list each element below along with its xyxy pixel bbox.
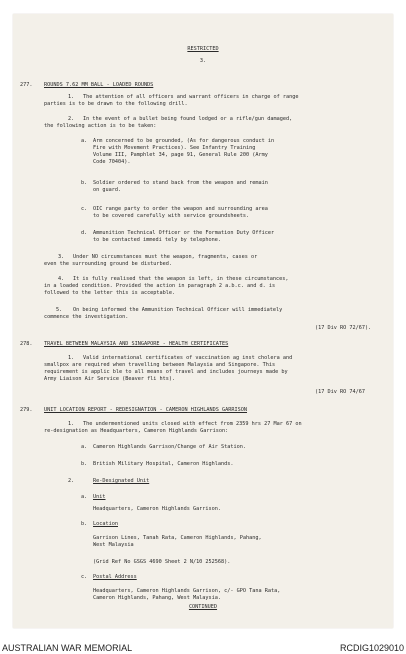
s277-d-letter: d. bbox=[81, 230, 88, 236]
s277-p3-line2: even the surrounding ground be disturbed. bbox=[44, 261, 173, 267]
s279-b-text: British Military Hospital, Cameron Highlands. bbox=[93, 461, 234, 467]
section-278-number: 278. bbox=[20, 341, 33, 347]
section-278-title: TRAVEL BETWEEN MALAYSIA AND SINGAPORE - HEALTH CERTIFICATES bbox=[44, 341, 229, 347]
s277-c-letter: c. bbox=[81, 206, 88, 212]
s279-postal-heading: Postal Address bbox=[93, 574, 137, 580]
s279-postal-letter: c. bbox=[81, 574, 88, 580]
s277-p4-num: 4. bbox=[58, 276, 65, 282]
s277-a-letter: a. bbox=[81, 138, 88, 144]
s279-location-letter: b. bbox=[81, 521, 88, 527]
s277-p3-line1: Under NO circumstances must the weapon, fragments, cases or bbox=[73, 254, 258, 260]
continued-marker: CONTINUED bbox=[188, 604, 218, 610]
s279-b-letter: b. bbox=[81, 461, 88, 467]
s277-p2-line1: In the event of a bullet being found lodged or a rifle/gun damaged, bbox=[83, 116, 293, 122]
section-279-number: 279. bbox=[20, 407, 33, 413]
s277-a-line3: Volume III, Pamphlet 34, page 91, General Rule 200 (Army bbox=[93, 152, 268, 158]
s279-postal-line2: Cameron Highlands, Pahang, West Malaysia. bbox=[93, 595, 222, 601]
s278-p1-line1: Valid international certificates of vaccination ag inst cholera and bbox=[83, 355, 293, 361]
s277-p4-line1: It is fully realised that the weapon is left, in these circumstances, bbox=[73, 276, 289, 282]
page-number: 3. bbox=[199, 58, 207, 64]
footer-institution: AUSTRALIAN WAR MEMORIAL bbox=[2, 643, 133, 653]
s277-a-line1: Arm concerned to be grounded, (As for dangerous conduct in bbox=[93, 138, 275, 144]
section-277-title: ROUNDS 7.62 MM BALL - LOADED ROUNDS bbox=[44, 82, 154, 88]
s279-location-heading: Location bbox=[93, 521, 118, 527]
s277-p2-line2: the following action is to be taken: bbox=[44, 123, 157, 129]
s277-p2-num: 2. bbox=[68, 116, 75, 122]
s277-p5-line2: commence the investigation. bbox=[44, 314, 129, 320]
s279-unit-heading: Unit bbox=[93, 494, 106, 500]
s279-postal-line1: Headquarters, Cameron Highlands Garrison, c/- GPO Tana Rata, bbox=[93, 588, 281, 594]
footer-record-id: RCDIG1029010 bbox=[339, 643, 404, 653]
s277-p5-num: 5. bbox=[56, 307, 63, 313]
s279-a-text: Cameron Highlands Garrison/Change of Air Station. bbox=[93, 444, 247, 450]
s277-p1-num: 1. bbox=[68, 94, 75, 100]
s278-p1-line2: smallpox are required when travelling between Malaysia and Singapore. This bbox=[44, 362, 276, 368]
s279-location-line1: Garrison Lines, Tanah Rata, Cameron Highlands, Pahang, bbox=[93, 535, 262, 541]
s277-b-line1: Soldier ordered to stand back from the weapon and remain bbox=[93, 180, 268, 186]
s277-p1-line2: parties is to be drawn to the following drill. bbox=[44, 101, 188, 107]
section-279-title: UNIT LOCATION REPORT - REDESIGNATION - CAMERON HIGHLANDS GARRISON bbox=[44, 407, 248, 413]
archive-footer bbox=[0, 632, 406, 654]
s279-a-letter: a. bbox=[81, 444, 88, 450]
s278-p1-num: 1. bbox=[68, 355, 75, 361]
s277-p4-line2: in a loaded condition. Provided the action in paragraph 2 a.b.c. and d. is bbox=[44, 283, 276, 289]
s277-c-line2: to be covered carefully with service groundsheets. bbox=[93, 213, 250, 219]
s279-grid-reference: (Grid Ref No GSGS 4690 Sheet 2 N/10 252568). bbox=[93, 559, 231, 565]
document-page bbox=[13, 14, 393, 628]
s279-p2-num: 2. bbox=[68, 478, 75, 484]
s277-c-line1: OIC range party to order the weapon and surrounding area bbox=[93, 206, 268, 212]
s279-location-line2: West Malaysia bbox=[93, 542, 134, 548]
s279-p1-num: 1. bbox=[68, 421, 75, 427]
classification-header: RESTRICTED bbox=[187, 46, 219, 52]
s277-p1-line1: The attention of all officers and warrant officers in charge of range bbox=[83, 94, 299, 100]
s277-reference: (17 Div RO 72/67). bbox=[315, 325, 372, 331]
s277-d-line1: Ammunition Technical Officer or the Formation Duty Officer bbox=[93, 230, 275, 236]
s277-a-line2: Fire with Movement Practices). See Infantry Training bbox=[93, 145, 256, 151]
s279-unit-text: Headquarters, Cameron Highlands Garrison. bbox=[93, 506, 222, 512]
s277-p3-num: 3. bbox=[58, 254, 65, 260]
s277-b-line2: on guard. bbox=[93, 187, 122, 193]
s279-p1-line1: The undermentioned units closed with effect from 2359 hrs 27 Mar 67 on bbox=[83, 421, 302, 427]
s277-d-line2: to be contacted immedi tely by telephone. bbox=[93, 237, 222, 243]
s277-p5-line1: On being informed the Ammunition Technical Officer will immediately bbox=[73, 307, 283, 313]
s277-p4-line3: followed to the letter this is acceptable. bbox=[44, 290, 176, 296]
s277-b-letter: b. bbox=[81, 180, 88, 186]
s278-p1-line3: requirement is applic ble to all means of travel and includes journeys made by bbox=[44, 369, 288, 375]
section-277-number: 277. bbox=[20, 82, 33, 88]
s279-p2-heading: Re-Designated Unit bbox=[93, 478, 150, 484]
s279-p1-line2: re-designation as Headquarters, Cameron Highlands Garrison: bbox=[44, 428, 229, 434]
s279-unit-letter: a. bbox=[81, 494, 88, 500]
s278-reference: (17 Div RO 74/67 bbox=[315, 389, 365, 395]
s278-p1-line4: Army Liaison Air Service (Beaver fli hts). bbox=[44, 376, 176, 382]
s277-a-line4: Code 70404). bbox=[93, 159, 131, 165]
